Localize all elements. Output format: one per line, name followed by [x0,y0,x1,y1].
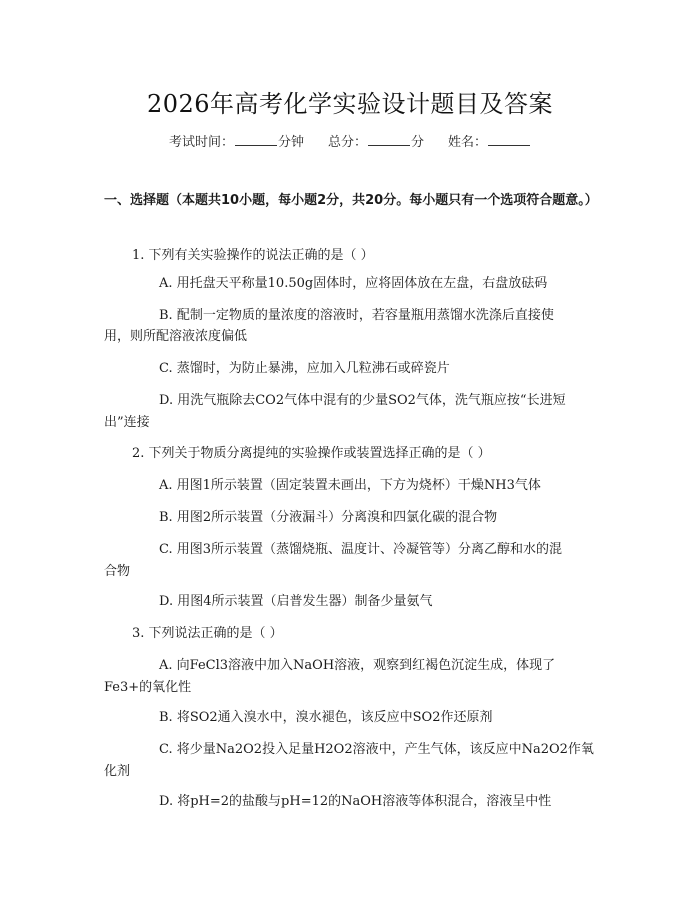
time-label: 考试时间： [168,135,234,150]
question-2-option-c: C. 用图3所示装置（蒸馏烧瓶、温度计、冷凝管等）分离乙醇和水的混 [159,542,563,557]
time-unit: 分钟 [277,135,304,150]
question-3-option-b: B. 将SO2通入溴水中，溴水褪色，该反应中SO2作还原剂 [159,710,493,725]
question-2-option-a: A. 用图1所示装置（固定装置未画出，下方为烧杯）干燥NH3气体 [159,478,541,493]
question-3-option-a-cont: Fe3+的氧化性 [104,680,192,695]
question-1-option-a: A. 用托盘天平称量10.50g固体时，应将固体放在左盘，右盘放砝码 [159,276,548,291]
name-blank [488,133,530,146]
question-3-option-a: A. 向FeCl3溶液中加入NaOH溶液，观察到红褐色沉淀生成，体现了 [159,658,556,673]
question-1-stem: 1. 下列有关实验操作的说法正确的是（ ） [132,248,374,263]
question-2-option-d: D. 用图4所示装置（启普发生器）制备少量氨气 [159,594,433,609]
question-2-option-c-cont: 合物 [104,564,131,579]
question-1-option-d-cont: 出”连接 [104,415,150,430]
question-3-option-d: D. 将pH=2的盐酸与pH=12的NaOH溶液等体积混合，溶液呈中性 [159,794,552,809]
exam-time-field [169,131,304,150]
score-unit: 分 [411,135,425,150]
question-1-option-b: B. 配制一定物质的量浓度的溶液时，若容量瓶用蒸馏水洗涤后直接使 [159,308,554,323]
question-3-option-c-cont: 化剂 [104,764,131,779]
section-heading: 一、选择题（本题共10小题，每小题2分，共20分。每小题只有一个选项符合题意。） [104,193,598,208]
question-1-option-c: C. 蒸馏时，为防止暴沸，应加入几粒沸石或碎瓷片 [159,361,450,376]
name-label: 姓名： [448,135,488,150]
score-label: 总分： [327,135,367,150]
question-2-stem: 2. 下列关于物质分离提纯的实验操作或装置选择正确的是（ ） [132,446,491,461]
student-name-field [448,131,531,150]
score-blank [368,133,410,146]
question-1-option-b-cont: 用，则所配溶液浓度偏低 [104,329,248,344]
question-3-stem: 3. 下列说法正确的是（ ） [132,626,283,641]
page-title: 2026年高考化学实验设计题目及答案 [146,90,554,118]
exam-meta [0,131,700,150]
total-score-field [328,131,424,150]
question-1-option-d: D. 用洗气瓶除去CO2气体中混有的少量SO2气体，洗气瓶应按“长进短 [159,393,566,408]
time-blank [235,133,277,146]
question-2-option-b: B. 用图2所示装置（分液漏斗）分离溴和四氯化碳的混合物 [159,510,498,525]
question-3-option-c: C. 将少量Na2O2投入足量H2O2溶液中，产生气体，该反应中Na2O2作氧 [159,742,594,757]
